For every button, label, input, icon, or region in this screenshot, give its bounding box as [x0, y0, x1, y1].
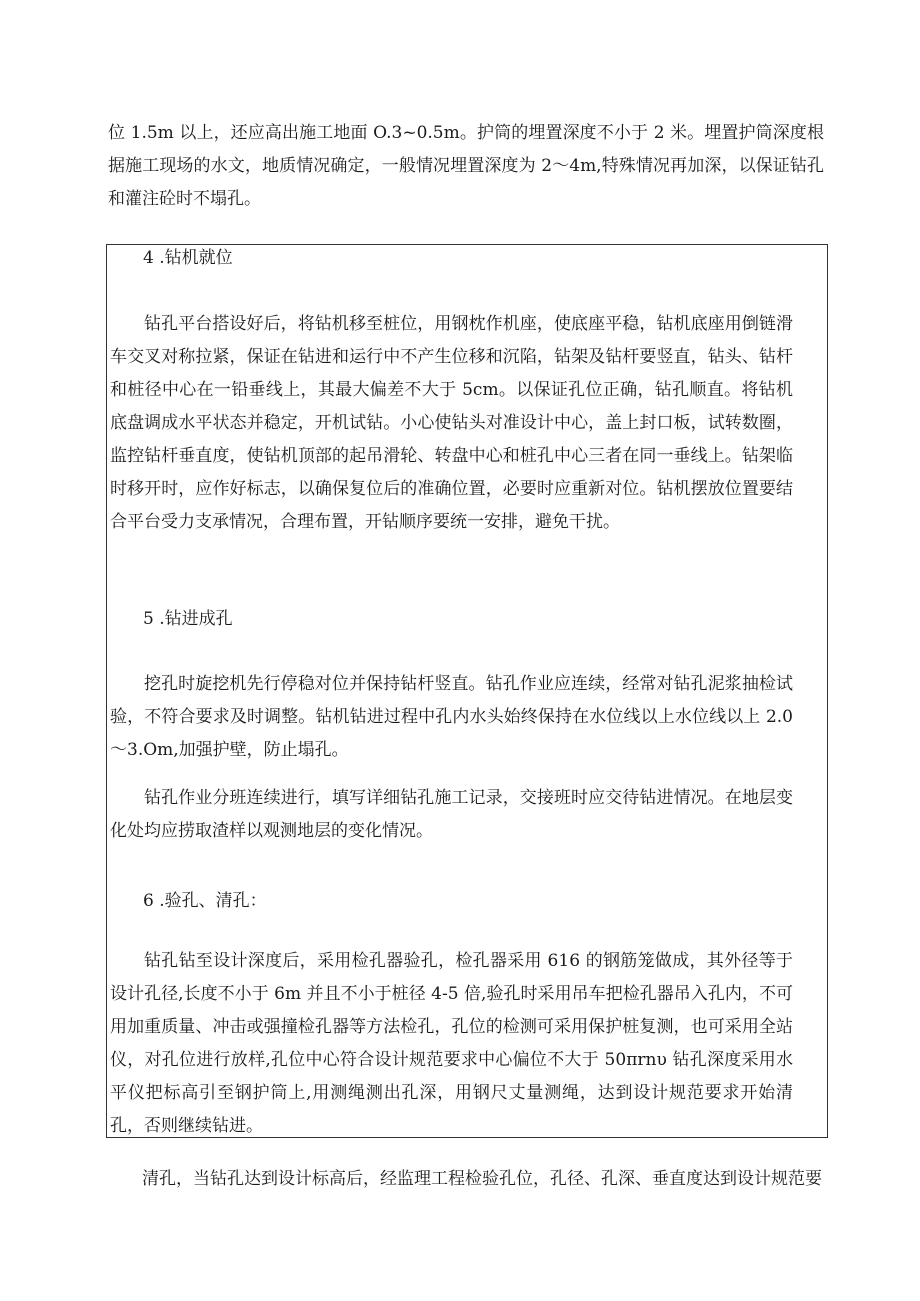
intro-paragraph: 位 1.5m 以上，还应高出施工地面 O.3~0.5m。护筒的埋置深度不小于 2 米。埋置护筒深度根据施工现场的水文，地质情况确定，一般情况埋置深度为 2～4m,特殊情况再加深，以保证钻孔和灌注砼时不塌孔。 [108, 123, 824, 209]
section-heading-6: 6 .验孔、清孔： [143, 891, 267, 911]
section-heading-4: 4 .钻机就位 [143, 248, 233, 268]
section-5-paragraph-1: 挖孔时旋挖机先行停稳对位并保持钻杆竖直。钻孔作业应连续，经常对钻孔泥浆抽检试验，不符合要求及时调整。钻机钻进过程中孔内水头始终保持在水位线以上水位线以上 2.0～3.Om,加强护壁，防止塌孔。 [110, 674, 793, 760]
procedure-table-cell [106, 244, 828, 1138]
section-6-paragraph: 钻孔钻至设计深度后，采用检孔器验孔，检孔器采用 616 的钢筋笼做成，其外径等于设计孔径,长度不小于 6m 并且不小于桩径 4-5 倍,验孔时采用吊车把检孔器吊入孔内，不可用加重质量、冲击或强撞检孔器等方法检孔，孔位的检测可采用保护桩复测，也可采用全站仪，对孔位进行放样,孔位中心符合设计规范要求中心偏位不大于 50πrnυ 钻孔深度采用水平仪把标高引至钢护筒上,用测绳测出孔深，用钢尺丈量测绳，达到设计规范要求开始清孔，否则继续钻进。 [110, 951, 793, 1136]
closing-paragraph: 清孔，当钻孔达到设计标高后，经监理工程检验孔位，孔径、孔深、垂直度达到设计规范要 [142, 1169, 822, 1189]
section-4-paragraph: 钻孔平台搭设好后，将钻机移至桩位，用钢枕作机座，使底座平稳，钻机底座用倒链滑车交叉对称拉紧，保证在钻进和运行中不产生位移和沉陷，钻架及钻杆要竖直，钻头、钻杆和桩径中心在一铅垂线上，其最大偏差不大于 5cm。以保证孔位正确，钻孔顺直。将钻机底盘调成水平状态并稳定，开机试钻。小心使钻头对准设计中心，盖上封口板，试转数圈，监控钻杆垂直度，使钻机顶部的起吊滑轮、转盘中心和桩孔中心三者在同一垂线上。钻架临时移开时，应作好标志，以确保复位后的准确位置，必要时应重新对位。钻机摆放位置要结合平台受力支承情况，合理布置，开钻顺序要统一安排，避免干扰。 [110, 314, 793, 532]
section-heading-5: 5 .钻进成孔 [143, 609, 233, 629]
section-5-paragraph-2: 钻孔作业分班连续进行，填写详细钻孔施工记录，交接班时应交待钻进情况。在地层变化处均应捞取渣样以观测地层的变化情况。 [110, 788, 793, 841]
